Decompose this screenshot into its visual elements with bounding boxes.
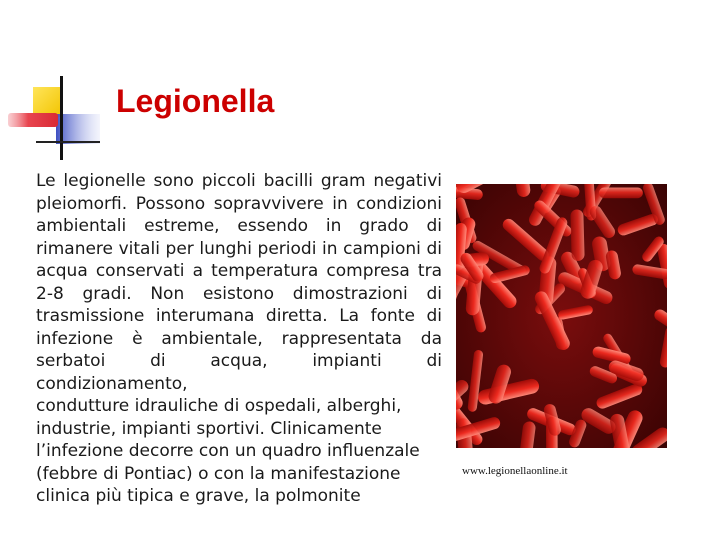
bacteria-micrograph-image <box>456 184 667 448</box>
paragraph-line-3: condutture idrauliche di ospedali, alberghi, industrie, impianti sportivi. Clinicamente l’infezione decorre con un quadro influenzale (febbre di Pontiac) o con la manifestazione clinica più tipica e grave, la polmonite <box>36 396 420 506</box>
paragraph-line-2: condizionamento, <box>36 373 188 394</box>
bacterium-rod <box>570 209 584 261</box>
bacteria-photo <box>456 184 667 448</box>
slide-title: Legionella <box>116 83 275 119</box>
bacterium-rod <box>599 188 643 199</box>
paragraph-line-1: Le legionelle sono piccoli bacilli gram negativi pleiomorfi. Possono sopravvivere in condizioni ambientali estreme, essendo in grado di rimanere vitali per lunghi periodi in campioni di acqua conservati a temperatura compresa tra 2-8 gradi. Non esistono dimostrazioni di trasmissione interumana diretta. La fonte di infezione è ambientale, rappresentata da serbatoi di acqua, impianti di <box>36 171 442 371</box>
corner-decoration <box>0 0 110 170</box>
body-paragraph <box>36 170 442 508</box>
image-credit: www.legionellaonline.it <box>462 465 568 477</box>
